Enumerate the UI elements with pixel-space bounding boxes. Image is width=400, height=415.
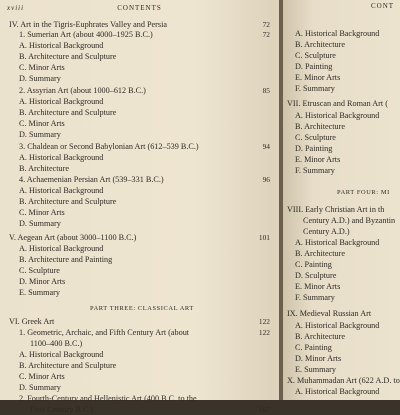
toc-entry: B. Architecture [295, 122, 346, 131]
toc-page-number: 167 [258, 405, 270, 414]
toc-entry: Century A.D.) and Byzantin [303, 216, 396, 225]
toc-entry: F. Summary [295, 84, 335, 93]
right-page [283, 0, 400, 400]
toc-entry: IV. Art in the Tigris-Euphrates Valley and Persia [9, 20, 167, 29]
toc-entry: C. Minor Arts [19, 372, 65, 381]
toc-entry: C. Minor Arts [19, 63, 65, 72]
toc-entry: F. Summary [295, 166, 335, 175]
toc-entry: E. Minor Arts [295, 155, 341, 164]
toc-entry: D. Painting [295, 144, 333, 153]
toc-entry: E. Minor Arts [295, 282, 341, 291]
toc-entry: E. Summary [295, 365, 336, 374]
toc-entry: A. Historical Background [295, 29, 380, 38]
toc-entry: A. Historical Background [295, 387, 380, 396]
toc-entry: A. Historical Background [19, 41, 104, 50]
toc-entry: D. Minor Arts [295, 354, 342, 363]
page-header [0, 4, 279, 16]
toc-entry: B. Architecture and Sculpture [19, 52, 117, 61]
toc-entry: A. Historical Background [295, 321, 380, 330]
toc-entry: 1100–400 B.C.) [30, 339, 83, 348]
toc-entry: B. Architecture [295, 249, 346, 258]
toc-entry: 2. Assyrian Art (about 1000–612 B.C.) [19, 86, 146, 95]
toc-entry: A. Historical Background [295, 238, 380, 247]
toc-page-number: 122 [258, 317, 270, 326]
toc-entry: D. Painting [295, 62, 333, 71]
toc-page-number: 72 [262, 20, 270, 29]
toc-entry: A. Historical Background [19, 350, 104, 359]
toc-entry: C. Minor Arts [19, 119, 65, 128]
toc-entry: 1. Geometric, Archaic, and Fifth Century Art (about [19, 328, 190, 337]
toc-entry: B. Architecture [295, 40, 346, 49]
toc-entry: VIII. Early Christian Art in th [287, 205, 385, 214]
running-head-right: CONT [371, 2, 395, 10]
toc-entry: E. Minor Arts [295, 73, 341, 82]
toc-entry: D. Summary [19, 383, 61, 392]
toc-entry: C. Sculpture [19, 266, 60, 275]
toc-page-number: 122 [258, 328, 270, 337]
toc-entry: 3. Chaldean or Second Babylonian Art (612–539 B.C.) [19, 142, 199, 151]
toc-entry: A. Historical Background [19, 186, 104, 195]
toc-entry: E. Summary [19, 288, 60, 297]
toc-page-number: 85 [262, 86, 270, 95]
toc-entry: D. Summary [19, 130, 61, 139]
toc-entry: 4. Achaemenian Persian Art (539–331 B.C.) [19, 175, 164, 184]
toc-entry: C. Sculpture [295, 51, 336, 60]
toc-entry: B. Architecture and Sculpture [19, 108, 117, 117]
toc-entry: V. Aegean Art (about 3000–1100 B.C.) [9, 233, 137, 242]
toc-entry: C. Painting [295, 260, 332, 269]
toc-entry: B. Architecture and Sculpture [19, 361, 117, 370]
toc-entry: A. Historical Background [19, 244, 104, 253]
toc-entry: C. Minor Arts [19, 208, 65, 217]
toc-entry: C. Sculpture [295, 133, 336, 142]
running-head: CONTENTS [117, 4, 162, 12]
toc-entry: X. Muhammadan Art (622 A.D. to [287, 376, 400, 385]
toc-entry: A. Historical Background [19, 153, 104, 162]
toc-page-number: 94 [262, 142, 270, 151]
part-heading: PART THREE: CLASSICAL ART [90, 305, 194, 312]
toc-entry: Century A.D.) [303, 227, 350, 236]
toc-entry: IX. Medieval Russian Art [287, 309, 372, 318]
toc-entry: VII. Etruscan and Roman Art ( [287, 99, 388, 108]
toc-page-number: 101 [258, 233, 270, 242]
toc-entry: D. Sculpture [295, 271, 337, 280]
toc-entry: D. Summary [19, 219, 61, 228]
toc-page-number: 96 [262, 175, 270, 184]
toc-entry: C. Painting [295, 343, 332, 352]
part-heading: PART FOUR: MI [337, 189, 390, 196]
toc-entry: B. Architecture and Painting [19, 255, 113, 264]
toc-entry: A. Historical Background [295, 111, 380, 120]
toc-page-number: 72 [262, 30, 270, 39]
toc-entry: 2. Fourth-Century and Hellenistic Art (400 B.C. to the [19, 394, 197, 403]
toc-entry: D. Minor Arts [19, 277, 66, 286]
page-number: xviii [7, 4, 25, 12]
toc-entry: B. Architecture [19, 164, 70, 173]
toc-entry: VI. Greek Art [9, 317, 55, 326]
toc-entry: F. Summary [295, 293, 335, 302]
toc-entry: B. Architecture [295, 332, 346, 341]
toc-entry: A. Historical Background [19, 97, 104, 106]
toc-entry: First Century B.C.) [30, 405, 94, 414]
toc-entry: 1. Sumerian Art (about 4000–1925 B.C.) [19, 30, 153, 39]
toc-entry: D. Summary [19, 74, 61, 83]
toc-entry: B. Architecture and Sculpture [19, 197, 117, 206]
